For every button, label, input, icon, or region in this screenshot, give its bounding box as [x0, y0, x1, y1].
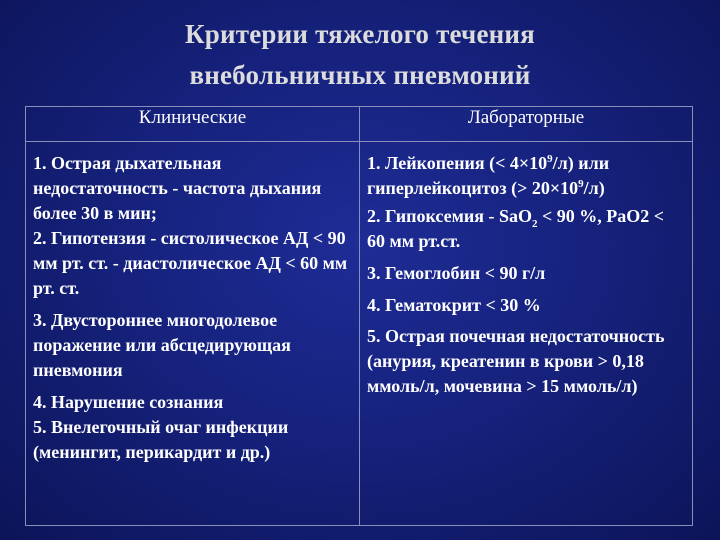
header-laboratory: Лабораторные	[360, 107, 693, 142]
title-line-1: Критерии тяжелого течения	[185, 19, 535, 49]
table-header-row	[26, 107, 693, 142]
laboratory-item-3: 3. Гемоглобин < 90 г/л	[367, 263, 546, 283]
slide-title	[0, 14, 720, 96]
laboratory-cell	[360, 142, 693, 526]
laboratory-item-4: 4. Гематокрит < 30 %	[367, 295, 541, 315]
clinical-cell	[26, 142, 360, 526]
clinical-item-3: 3. Двустороннее многодолевое поражение или абсцедирующая пневмония	[33, 310, 291, 380]
laboratory-item-1: 1. Лейкопения (< $4\times 10^9/л$) или гиперлейкоцитоз (> $20\times 10^9/л$)	[367, 153, 610, 198]
laboratory-item-2: 2. Гипоксемия - SaO$_2$ < 90 %, PaO2 < 60 мм рт.ст.	[367, 206, 665, 251]
laboratory-item-5: 5. Острая почечная недостаточность (анурия, креатенин в крови > 0,18 ммоль/л, мочевина > 15 ммоль/л)	[367, 326, 665, 396]
criteria-table	[25, 106, 693, 526]
title-line-2: внебольничных пневмоний	[189, 60, 531, 90]
clinical-item-5: 5. Внелегочный очаг инфекции (менингит, перикардит и др.)	[33, 417, 289, 462]
table-body-row	[26, 142, 693, 526]
clinical-item-4: 4. Нарушение сознания	[33, 392, 224, 412]
clinical-item-2: 2. Гипотензия - систолическое АД < 90 мм рт. ст. - диастолическое АД < 60 мм рт. ст.	[33, 228, 348, 298]
header-clinical: Клинические	[26, 107, 360, 142]
clinical-item-1: 1. Острая дыхательная недостаточность - частота дыхания более 30 в мин;	[33, 153, 322, 223]
